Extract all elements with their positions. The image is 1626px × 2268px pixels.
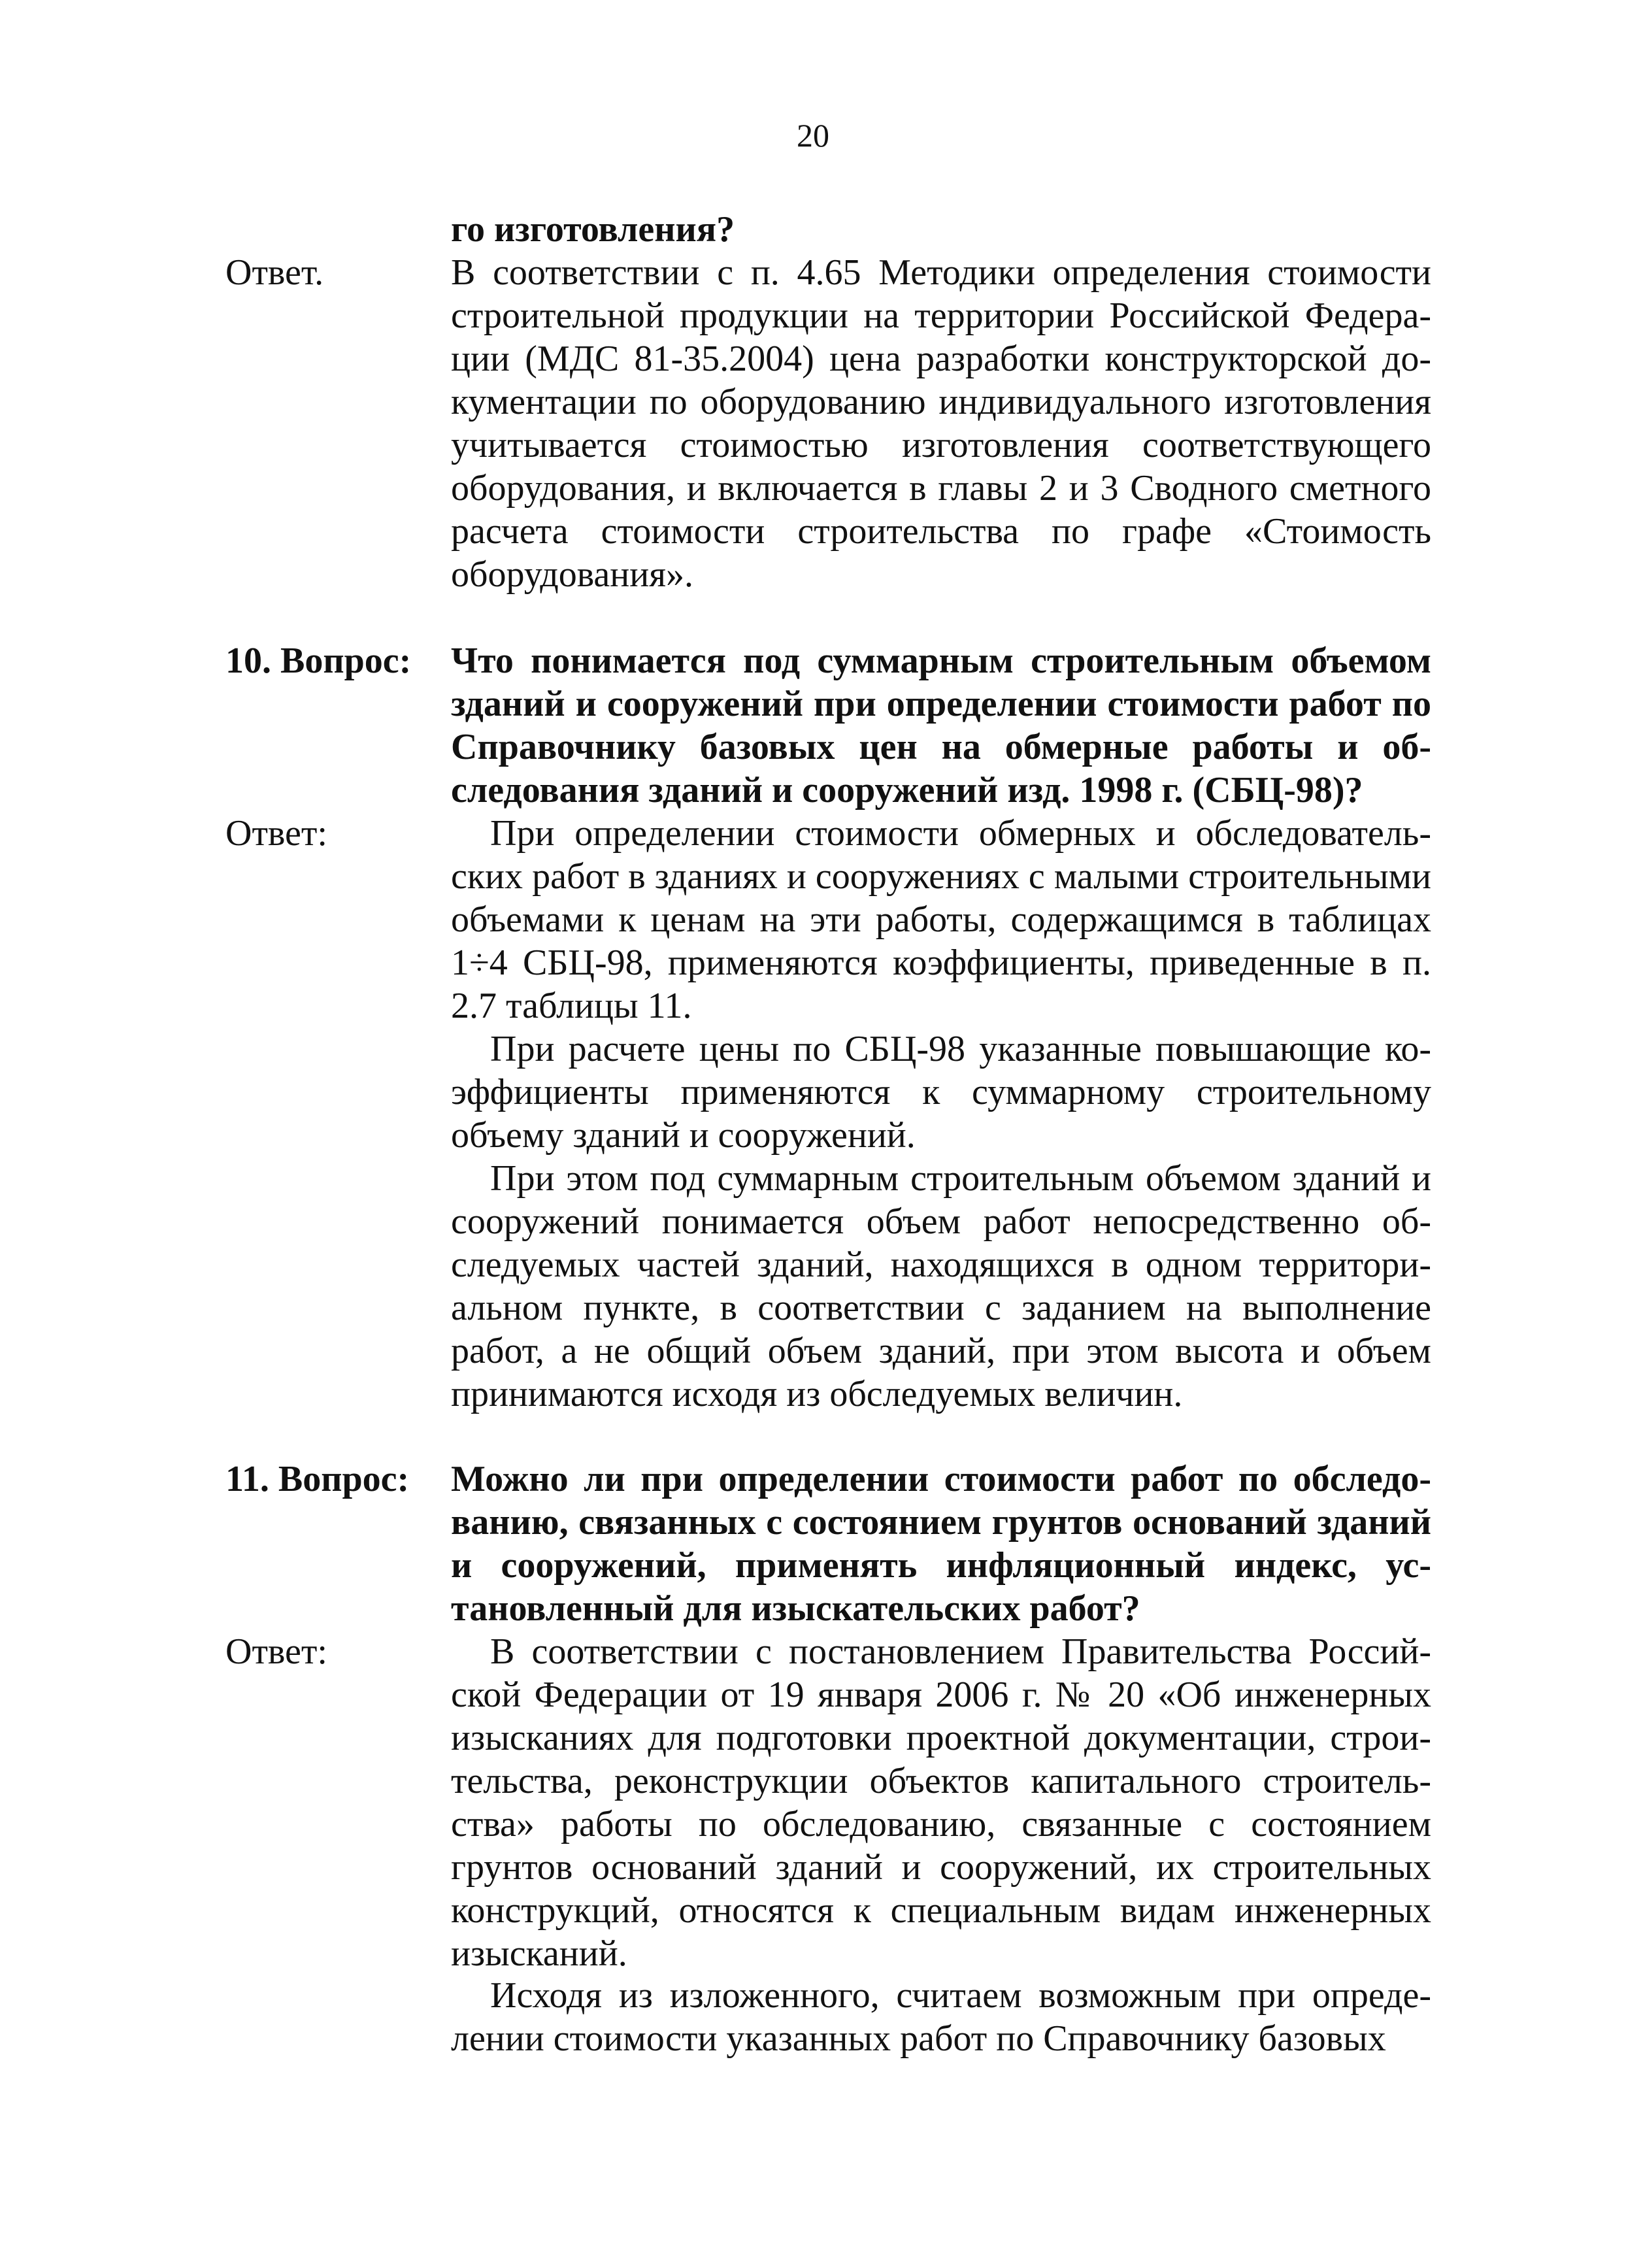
- question-11-label: 11. Вопрос:: [225, 1459, 410, 1499]
- answer-label: Ответ.: [225, 252, 324, 293]
- question-10-text: Что понимается под суммарным строительным объемом зданий и сооружений при определении стоимости работ по Справочнику базовых цен на обмерные работы и обследования зданий и сооружений изд. 1998 г. (СБЦ-98)?: [451, 641, 1431, 810]
- answer-11-paragraph: Исходя из изложенного, считаем возможным при определении стоимости указанных работ по Справочнику базовых: [451, 1975, 1431, 2059]
- answer-10-paragraph: При определении стоимости обмерных и обследовательских работ в зданиях и сооружениях с малыми строительными объемами к ценам на эти работы, содержащимся в таблицах 1÷4 СБЦ-98, применяются коэффициенты, приведенные в п. 2.7 таблицы 11.: [451, 813, 1431, 1026]
- answer-11-label: Ответ:: [225, 1631, 327, 1672]
- question-tail: го изготовления?: [451, 209, 735, 250]
- answer-10-paragraph: При расчете цены по СБЦ-98 указанные повышающие коэффициенты применяются к суммарному строительному объему зданий и сооружений.: [451, 1029, 1431, 1156]
- page-number: 20: [797, 117, 829, 154]
- answer-text: В соответствии с п. 4.65 Методики определения стоимости строительной продукции на территории Российской Федерации (МДС 81-35.2004) цена разработки конструкторской документации по оборудованию индивидуального изготовления учитывается стоимостью изготовления соответствующего оборудования, и включается в главы 2 и 3 Сводного сметного расчета стоимости строительства по графе «Стоимость оборудования».: [451, 252, 1431, 595]
- question-11-text: Можно ли при определении стоимости работ по обследованию, связанных с состоянием грунтов оснований зданий и сооружений, применять инфляционный индекс, установленный для изыскательских работ?: [451, 1459, 1431, 1629]
- question-10-label: 10. Вопрос:: [225, 641, 412, 681]
- answer-11-paragraph: В соответствии с постановлением Правительства Российской Федерации от 19 января 2006 г. № 20 «Об инженерных изысканиях для подготовки проектной документации, строительства, реконструкции объектов капитального строительства» работы по обследованию, связанные с состоянием грунтов оснований зданий и сооружений, их строительных конструкций, относятся к специальным видам инженерных изысканий.: [451, 1631, 1431, 1974]
- answer-10-label: Ответ:: [225, 813, 327, 854]
- answer-10-paragraph: При этом под суммарным строительным объемом зданий и сооружений понимается объем работ непосредственно обследуемых частей зданий, находящихся в одном территориальном пункте, в соответствии с заданием на выполнение работ, а не общий объем зданий, при этом высота и объем принимаются исходя из обследуемых величин.: [451, 1158, 1431, 1414]
